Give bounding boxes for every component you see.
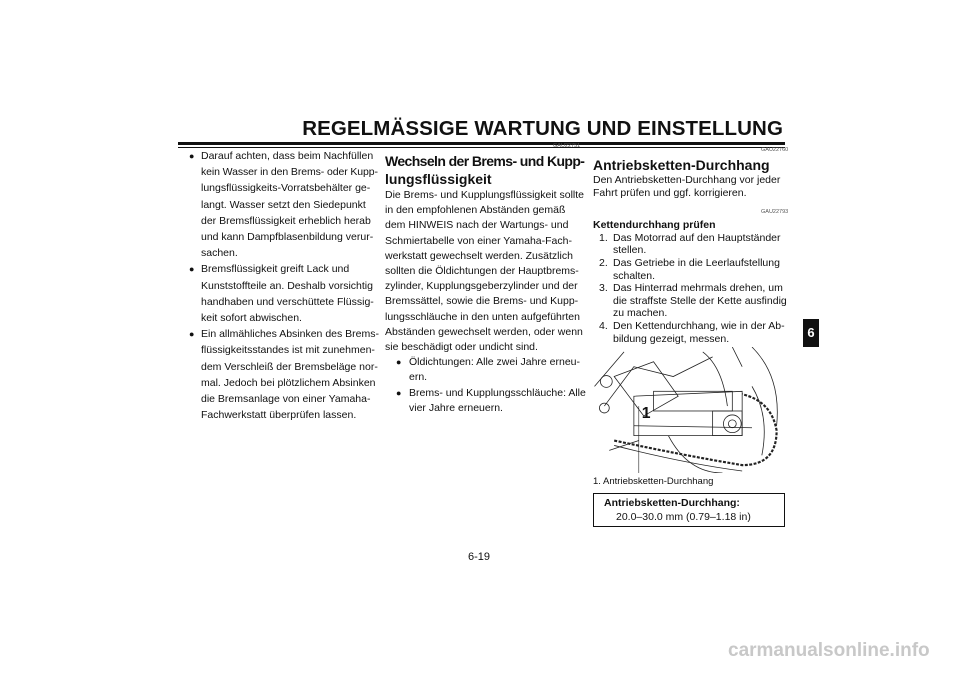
text-line: sachen. [201,247,238,260]
text-line: Abständen gewechselt werden, oder wenn [385,325,583,338]
text-line: Fachwerkstatt überprüfen lassen. [201,409,357,422]
bullet-item [189,326,379,423]
text-line: zylinder, Kupplungsgeberzylinder und der [385,280,578,293]
spec-box [593,493,785,527]
text-line: Bremssättel, sowie die Brems- und Kupp- [385,295,579,308]
text-line: Den Antriebsketten-Durchhang vor jeder [593,174,781,186]
text-line: keit sofort abwischen. [201,312,302,325]
step-item [593,282,787,320]
text-line: sie beschädigt oder undicht sind. [385,341,538,354]
header-rule [178,142,785,145]
text-line: stellen. [613,244,647,257]
text-line: Fahrt prüfen und ggf. korrigieren. [593,186,747,199]
text-line: vier Jahre erneuern. [409,401,503,414]
text-line: die Bremsanlage von einer Yamaha- [201,393,371,406]
bullet-item [189,261,379,326]
text-line: Schmiertabelle von einer Yamaha-Fach- [385,234,572,247]
bullet-item [189,148,379,261]
text-line: in den empfohlenen Abständen gemäß [385,204,566,217]
step-item [593,257,787,282]
text-line: kein Wasser in den Brems- oder Kupp- [201,166,378,179]
column-2 [385,143,586,416]
text-line: und kann Dampfblasenbildung verur- [201,231,374,244]
step-item [593,232,787,257]
text-line: Kunststoffteile an. Deshalb vorsichtig [201,279,373,292]
bullet-icon: ● [396,357,402,368]
text-line: Das Getriebe in die Leerlaufstellung [613,256,780,269]
text-line: Das Motorrad auf den Hauptständer [613,231,781,244]
text-line: zu machen. [613,307,668,320]
step-number: 3. [599,282,608,295]
bullet-icon: ● [396,387,402,398]
column-1 [189,148,379,423]
column-3 [593,147,789,345]
section-heading: lungsflüssigkeit [385,171,492,187]
text-line: Die Brems- und Kupplungsflüssigkeit sollte [385,189,585,201]
text-line: dem Verschleiß der Bremsbeläge nor- [201,360,378,373]
text-line: Ein allmähliches Absinken des Brems- [201,328,379,341]
bullet-item [394,386,586,416]
page-title: REGELMÄSSIGE WARTUNG UND EINSTELLUNG [302,117,783,140]
spec-label: Antriebsketten-Durchhang: [604,497,740,509]
figure-caption: 1. Antriebsketten-Durchhang [593,476,714,487]
step-number: 2. [599,256,608,269]
text-line: Darauf achten, dass beim Nachfüllen [201,150,374,162]
text-line: Öldichtungen: Alle zwei Jahre erneu- [409,356,581,369]
text-line: Den Kettendurchhang, wie in der Ab- [613,319,785,332]
text-line: langt. Wasser setzt den Siedepunkt [201,198,366,211]
chain-slack-illustration [593,347,785,473]
section-code: GAU22751 [553,143,581,149]
chapter-tab: 6 [803,319,819,347]
figure-callout-label: 1 [641,404,651,422]
text-line: Das Hinterrad mehrmals drehen, um [613,282,783,295]
text-line: Brems- und Kupplungsschläuche: Alle [409,386,586,399]
bullet-icon: ● [189,264,195,275]
text-line: sollten die Öldichtungen der Hauptbrems- [385,265,579,278]
text-line: schalten. [613,269,656,282]
bullet-item [394,355,586,385]
text-line: Bremsflüssigkeit greift Lack und [201,263,350,276]
spacer [593,199,787,219]
text-line: bildung gezeigt, messen. [613,332,730,345]
text-line: der Bremsflüssigkeit erheblich herab [201,214,371,227]
section-code: GAU22760 [761,147,789,153]
text-line: werkstatt gewechselt werden. Zusätzlich [385,249,573,262]
bullet-icon: ● [189,151,195,161]
step-number: 4. [599,319,608,332]
step-number: 1. [599,231,608,244]
subheading: Kettendurchhang prüfen [593,219,716,232]
watermark: carmanualsonline.info [728,640,930,661]
text-line: die straffste Stelle der Kette ausfindig [613,294,787,307]
text-line: mal. Jedoch bei plötzlichem Absinken [201,376,376,389]
text-line: dem HINWEIS nach der Wartungs- und [385,219,569,232]
text-line: lungsflüssigkeits-Vorratsbehälter ge- [201,182,371,195]
section-heading: Antriebsketten-Durchhang [593,157,770,173]
text-line: flüssigkeitsstandes ist mit zunehmen- [201,344,375,357]
spec-value: 20.0–30.0 mm (0.79–1.18 in) [616,511,751,523]
section-heading: Wechseln der Brems- und Kupp- [385,153,585,169]
text-line: lungsschläuche in den unten aufgeführten [385,310,580,323]
step-item [593,320,787,345]
bullet-icon: ● [189,329,195,340]
section-code: GAU22793 [761,209,789,216]
text-line: ern. [409,371,428,384]
page-number: 6-19 [468,551,491,563]
text-line: handhaben und verschüttete Flüssig- [201,295,374,308]
